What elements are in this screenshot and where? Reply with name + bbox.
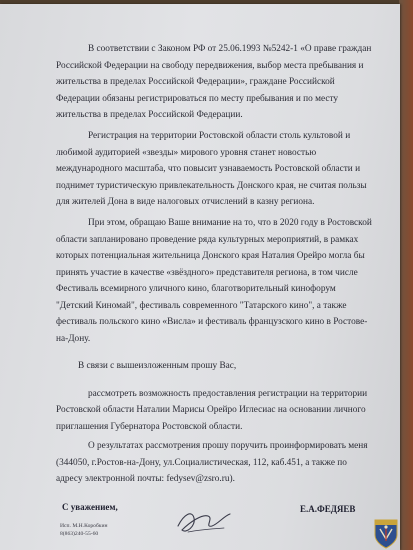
paragraph-line: Федерации обязаны регистрироваться по месту пребывания и по месту	[56, 94, 339, 104]
coat-of-arms-icon	[373, 517, 399, 550]
executor-name: Исп. М.Н.Коробкин	[60, 523, 108, 529]
request-line: приглашения Губернатора Ростовской области.	[56, 422, 243, 432]
paragraph-line: международного масштаба, что повысит узнаваемость Ростовской области и	[56, 164, 361, 174]
table-surface-right	[399, 0, 413, 550]
paragraph-line: на-Дону.	[56, 334, 91, 344]
paragraph-line: любимой аудиторией «звезды» мирового уровня станет новостью	[56, 148, 317, 158]
signer-name: Е.А.ФЕДЯЕВ	[300, 504, 356, 514]
paragraph-line: жительства в пределах Российской Федерации.	[56, 110, 243, 120]
contact-line: адресу электронной почты: fedysev@zsro.ru).	[56, 474, 235, 484]
paragraph-line: При этом, обращаю Ваше внимание на то, что в 2020 году в Ростовской	[88, 218, 372, 228]
contact-line: (344050, г.Ростов-на-Дону, ул.Социалистическая, 112, каб.451, а также по	[56, 458, 347, 468]
request-intro: В связи с вышеизложенным прошу Вас,	[78, 361, 237, 371]
paragraph-line: для жителей Дона в виде налоговых отчислений в казну региона.	[56, 197, 315, 207]
paragraph-line: которых потенциальная жительница Донского края Наталия Орейро могла бы	[56, 251, 365, 261]
closing-text: С уважением,	[62, 502, 118, 512]
paragraph-line: "Детский Киномай", фестиваль современного "Татарского кино", а также	[56, 301, 347, 311]
paragraph-line: области запланировано проведение ряда культурных мероприятий, в рамках	[56, 235, 359, 245]
handwritten-signature	[174, 504, 234, 538]
paragraph-line: принять участие в качестве «звёздного» представителя региона, в том числе	[56, 268, 358, 278]
paragraph-line: Фестиваль всемирного уличного кино, благотворительный кинофорум	[56, 284, 336, 294]
executor-phone: 8(863)240-55-60	[60, 531, 99, 537]
paragraph-line: поднимет туристическую привлекательность Донского края, не считая пользы	[56, 181, 367, 191]
paragraph-line: жительства в пределах Российской Федерации», граждане Российской	[56, 77, 335, 87]
request-line: рассмотреть возможность предоставления регистрации на территории	[88, 389, 368, 399]
paragraph-line: фестиваль польского кино «Висла» и фестиваль французского кино в Ростове-	[56, 317, 368, 327]
contact-line: О результатах рассмотрения прошу поручить проинформировать меня	[88, 441, 368, 451]
request-line: Ростовской области Наталии Марисы Орейро Иглесиас на основании личного	[56, 405, 366, 415]
paragraph-line: В соответствии с Законом РФ от 25.06.1993 №5242-1 «О праве граждан	[88, 44, 372, 54]
paragraph-line: Российской Федерации на свободу передвижения, выбор места пребывания и	[56, 61, 364, 71]
letter-page	[0, 4, 400, 550]
paragraph-line: Регистрация на территории Ростовской области столь культовой и	[88, 131, 351, 141]
